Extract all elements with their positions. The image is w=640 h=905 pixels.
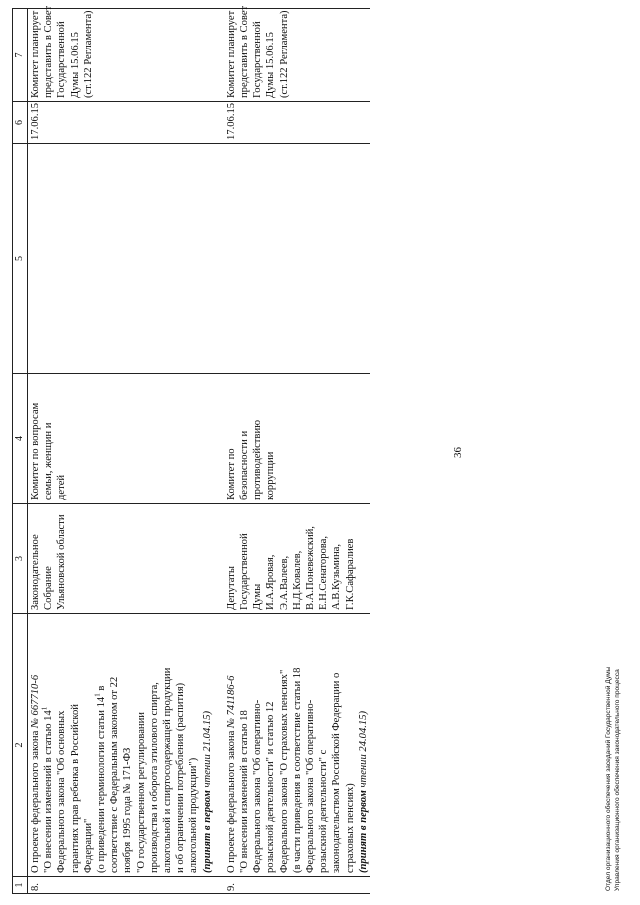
committee-line: семьи, женщин и <box>43 422 55 500</box>
initiator-line: И.А.Яровая, <box>265 554 277 610</box>
committee-line: Комитет по вопросам <box>30 402 41 500</box>
plan-cell <box>214 5 370 102</box>
desc-line: розыскной деятельности" с <box>318 749 330 873</box>
page-number: 36 <box>452 447 464 458</box>
initiator-line: Н.Д.Ковалев, <box>291 550 303 610</box>
committee-line: безопасности и <box>239 430 251 500</box>
row-number: 9. <box>214 877 370 894</box>
desc-line: соответствие с Федеральным законом от 22 <box>109 676 121 873</box>
desc-line: розыскной деятельности" и статью 12 <box>265 701 277 873</box>
desc-line: алкогольной и спиртосодержащей продукции <box>162 667 174 873</box>
footer-line-2: Управления организационного обеспечения законодательного процесса <box>613 669 621 891</box>
date-cell: 17.06.15 <box>28 102 214 144</box>
desc-line: ноября 1995 года № 171-ФЗ <box>122 747 134 873</box>
table-row <box>214 9 370 894</box>
empty-col5-cell <box>214 144 370 374</box>
superscript: 1 <box>40 706 49 711</box>
desc-line: (о приведении терминологии статьи 14 <box>96 696 108 873</box>
bill-number: № 741186-6 <box>225 675 237 729</box>
adoption-note <box>357 617 370 873</box>
initiator-line: Законодательное <box>30 534 41 610</box>
initiator-line: Э.А.Валеев, <box>278 555 290 610</box>
plan-line: Думы 15.06.15 <box>265 32 277 98</box>
desc-line: производства и оборота этилового спирта, <box>148 682 160 873</box>
adoption-note-prefix: (принят в первом <box>357 790 369 873</box>
initiator-cell <box>214 504 370 614</box>
empty-col5-cell <box>28 144 214 374</box>
initiator-line: Собрание <box>43 566 55 610</box>
desc-line: Федерации" <box>82 818 94 873</box>
plan-line: представить в Совет <box>43 5 55 98</box>
desc-line-tail: в <box>96 685 108 694</box>
desc-line: "О внесении изменений в статью 14 <box>43 710 55 873</box>
plan-cell <box>28 5 214 102</box>
initiator-line: Государственной <box>239 533 251 610</box>
desc-line: алкогольной продукции") <box>188 757 200 873</box>
bill-prefix: О проекте федерального закона <box>225 728 237 873</box>
agenda-table <box>12 5 370 894</box>
plan-line: (ст.122 Регламента) <box>278 10 290 98</box>
agenda-table-wrapper <box>12 5 436 894</box>
header-col-1: 1 <box>13 877 28 894</box>
desc-line: (в части приведения в соответствие статьи 18 <box>291 667 303 873</box>
plan-line: Комитет планирует <box>30 10 41 98</box>
header-col-6: 6 <box>13 102 28 144</box>
table-row <box>28 9 214 894</box>
footer-line-1: Отдел организационного обеспечения заседаний Государственной Думы <box>605 666 612 891</box>
initiator-line: Г.К.Сафаралиев <box>344 538 356 610</box>
desc-line: и об ограничении потребления (распития) <box>175 682 187 873</box>
committee-line: коррупции <box>265 451 277 500</box>
desc-line: законодательством Российской Федерации о <box>331 672 343 873</box>
plan-line: Государственной <box>252 21 264 98</box>
desc-line: "О государственном регулировании <box>135 712 147 873</box>
header-row <box>13 9 28 894</box>
superscript: 1 <box>93 693 102 697</box>
initiator-line: Ульяновской области <box>56 514 68 610</box>
initiator-line: Депутаты <box>225 566 237 610</box>
initiator-line: А.В.Кузьмина, <box>331 544 343 610</box>
header-col-4: 4 <box>13 374 28 504</box>
bill-description <box>28 614 214 877</box>
committee-line: Комитет по <box>225 448 237 500</box>
initiator-line: Е.Н.Сенаторова, <box>318 535 330 610</box>
desc-line: Федерального закона "О страховых пенсиях" <box>278 669 290 873</box>
initiator-line: В.А.Поневежский, <box>305 526 317 610</box>
adoption-note-prefix: (принят в первом <box>201 790 213 873</box>
header-col-7: 7 <box>13 9 28 102</box>
row-number: 8. <box>28 877 214 894</box>
committee-cell <box>28 374 214 504</box>
committee-line: противодействию <box>252 419 264 500</box>
adoption-note-date: чтении 24.04.15) <box>357 710 369 791</box>
header-col-5: 5 <box>13 144 28 374</box>
desc-line: Федерального закона "Об оперативно- <box>252 699 264 873</box>
initiator-line: Думы <box>252 583 264 610</box>
plan-line: представить в Совет <box>239 5 251 98</box>
desc-line: страховых пенсиях) <box>344 783 356 873</box>
committee-line: детей <box>56 474 68 500</box>
plan-line: Государственной <box>56 21 68 98</box>
header-col-3: 3 <box>13 504 28 614</box>
desc-line: Федерального закона "Об оперативно- <box>305 699 317 873</box>
adoption-note <box>201 617 214 873</box>
bill-prefix: О проекте федерального закона <box>30 728 41 873</box>
desc-line: "О внесении изменений в статью 18 <box>239 710 251 873</box>
committee-cell <box>214 374 370 504</box>
bill-number: № 667710-6 <box>30 674 41 729</box>
desc-line: Федерального закона "Об основных <box>56 710 68 873</box>
plan-line: Думы 15.06.15 <box>69 32 81 98</box>
adoption-note-date: чтении 21.04.15) <box>201 710 213 791</box>
plan-line: (ст.122 Регламента) <box>82 10 94 98</box>
desc-line: гарантиях прав ребенка в Российской <box>69 704 81 873</box>
header-col-2: 2 <box>13 614 28 877</box>
footer <box>605 667 622 891</box>
bill-description <box>214 614 370 877</box>
date-cell: 17.06.15 <box>214 102 370 144</box>
initiator-cell <box>28 504 214 614</box>
plan-line: Комитет планирует <box>225 10 237 98</box>
